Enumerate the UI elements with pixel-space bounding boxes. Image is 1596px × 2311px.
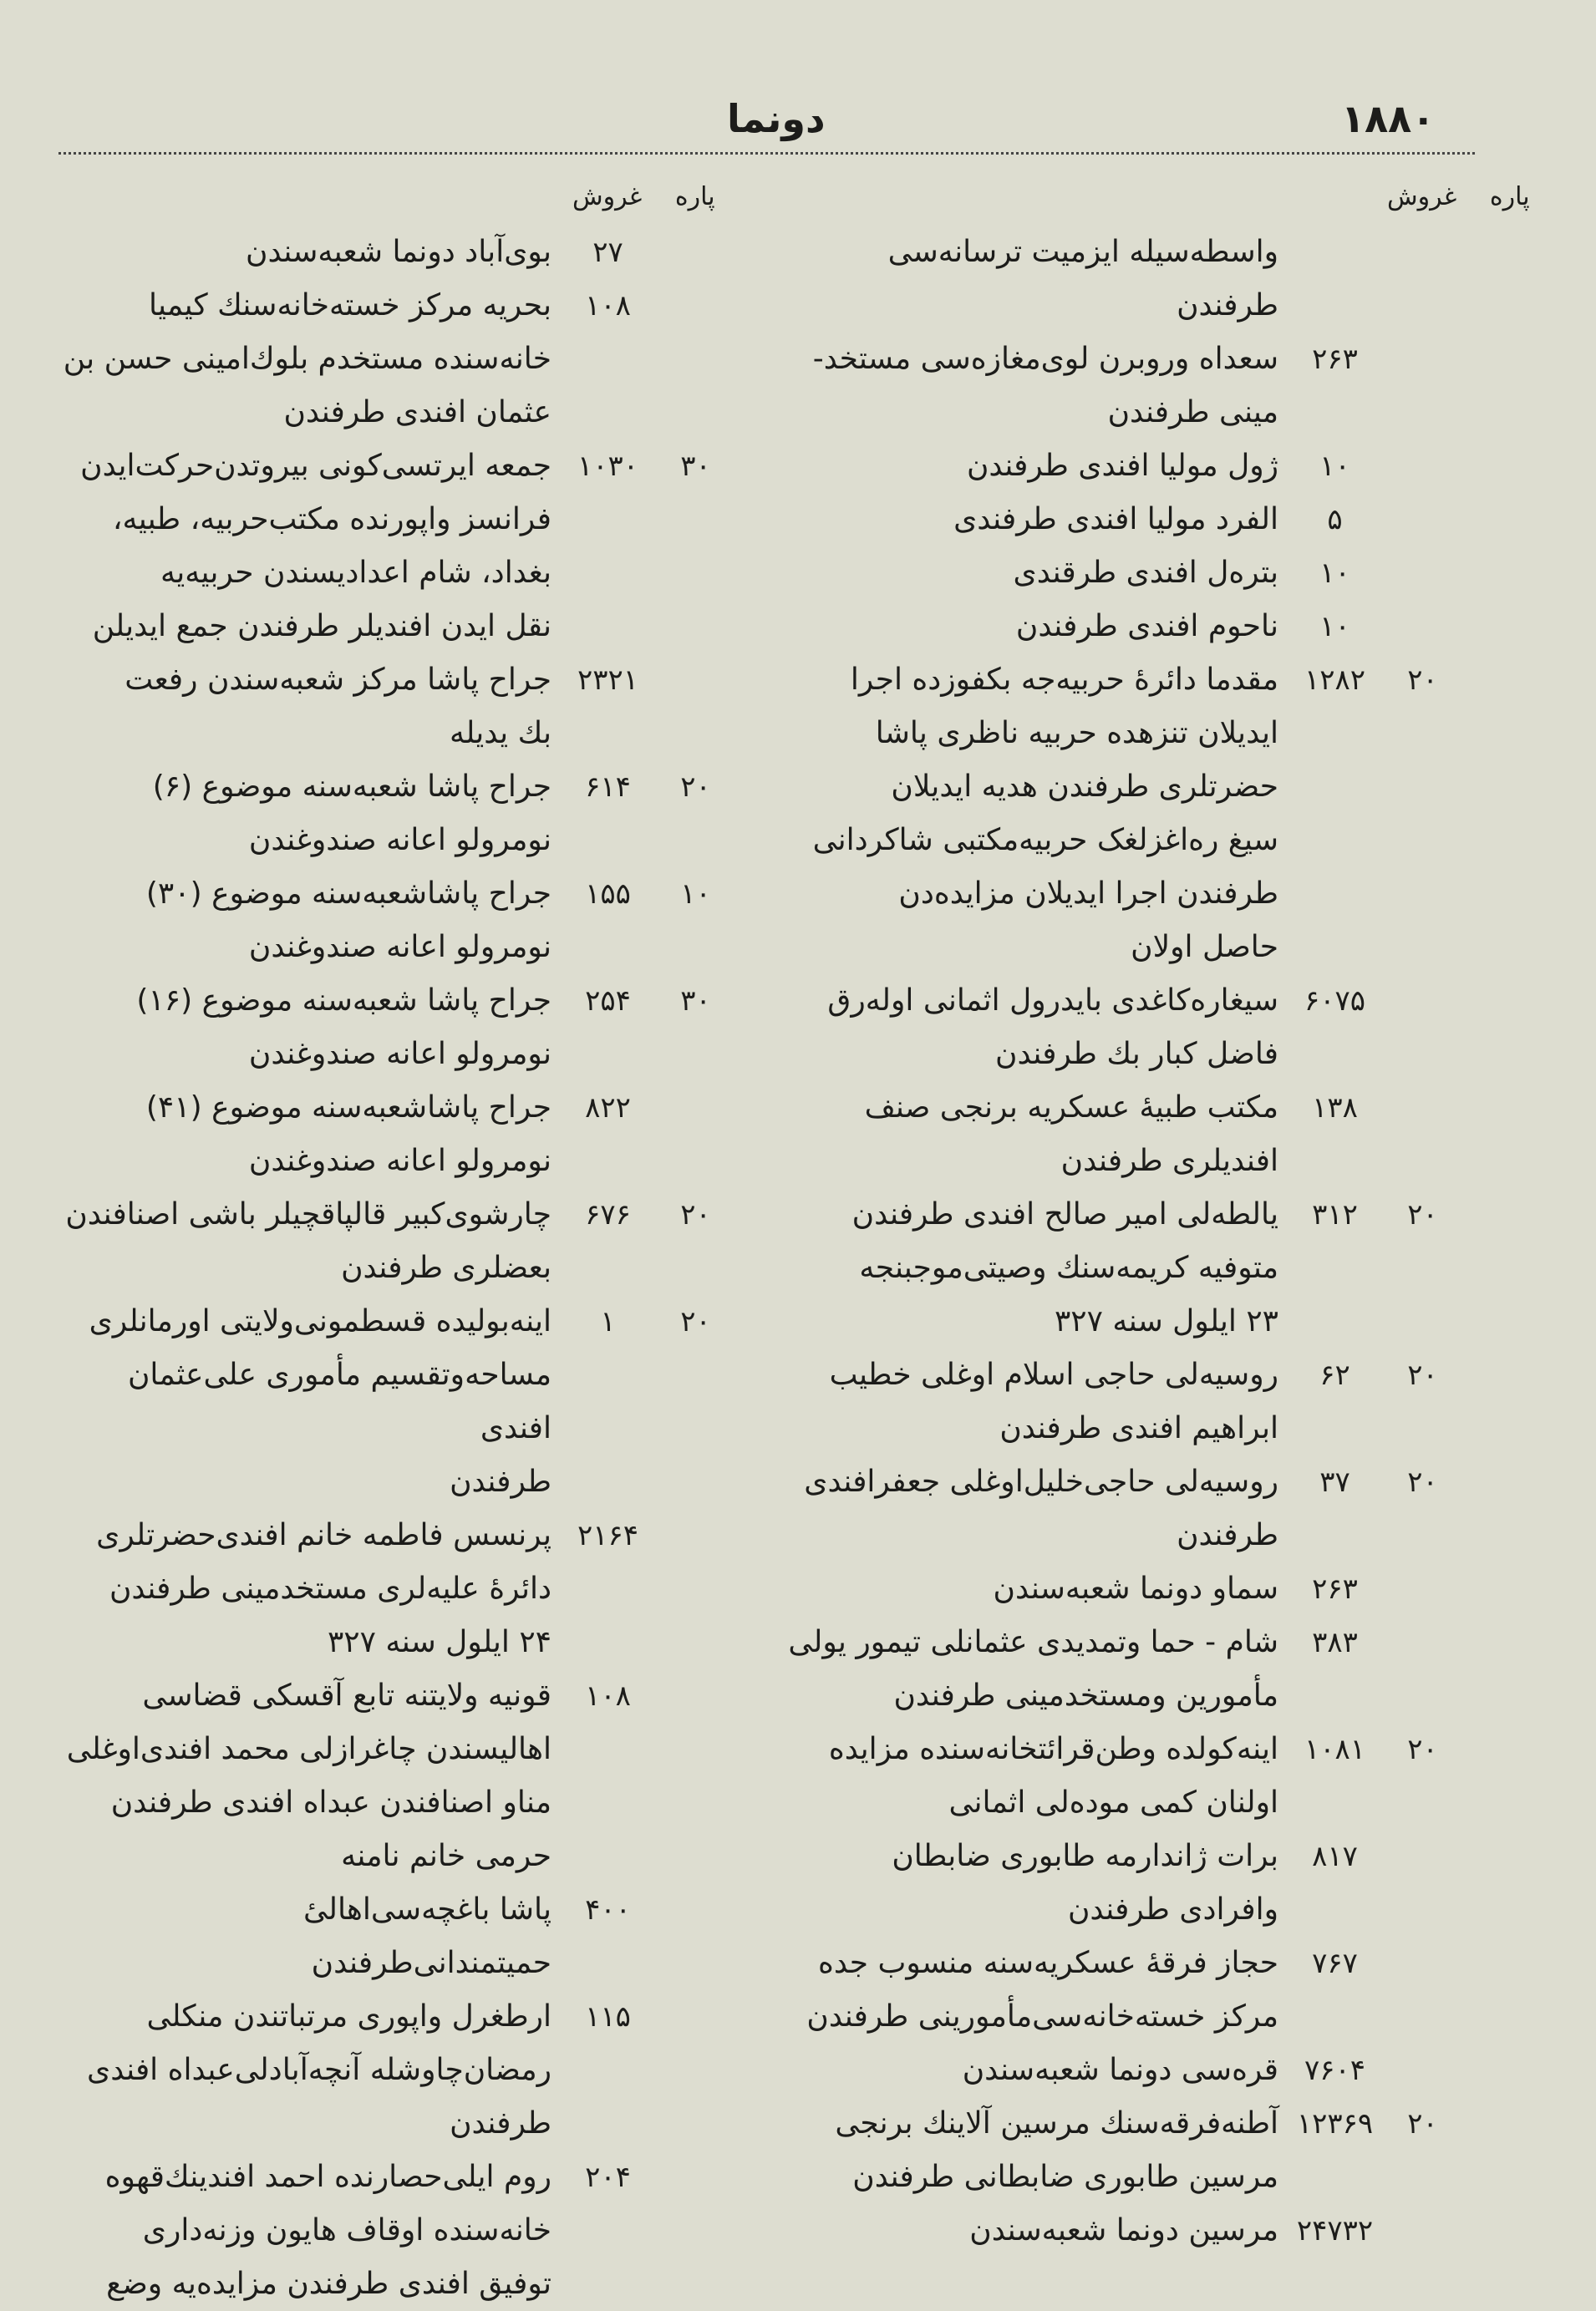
entry-amounts bbox=[551, 760, 727, 867]
entry-description: روسیه‌لی حاجی‌خلیل‌اوغلی جعفرافندی طرفندن bbox=[804, 1465, 1278, 1552]
entry-para: ۲۰ bbox=[680, 1198, 711, 1232]
entry-para: ۲۰ bbox=[1407, 1198, 1438, 1232]
entry-para bbox=[664, 1883, 727, 1990]
entry-amounts bbox=[1278, 653, 1454, 974]
entry-description: آطنه‌فرقه‌سنك مرسین آلاینك برنجی مرسین طابوری ضابطانی طرفندن bbox=[835, 2106, 1278, 2194]
entry-amounts bbox=[551, 1081, 727, 1188]
entry-amounts bbox=[1278, 493, 1454, 546]
entry-amounts bbox=[1278, 1562, 1454, 1616]
entry-amounts bbox=[551, 1295, 727, 1509]
ledger-entry bbox=[58, 439, 727, 653]
gurush-column-label: غروش bbox=[572, 182, 643, 211]
entry-amounts bbox=[1278, 226, 1454, 333]
ledger-entry bbox=[58, 1188, 727, 1295]
ledger-entry bbox=[58, 1081, 727, 1188]
entry-description: چارشوی‌کبیر قالپاقچیلر باشی اصنافندن بعضلری طرفندن bbox=[65, 1197, 551, 1285]
ledger-entry bbox=[777, 1616, 1454, 1723]
entry-gurush: ۳۱۲ bbox=[1312, 1198, 1358, 1232]
entry-description: ناحوم افندی طرفندن bbox=[1015, 609, 1278, 643]
entry-para bbox=[1391, 1830, 1454, 1937]
entry-description: الفرد مولیا افندی طرفندی bbox=[953, 502, 1278, 536]
entry-gurush: ۲۱۶۴ bbox=[577, 1519, 639, 1552]
entry-amounts bbox=[551, 653, 727, 760]
entry-amounts bbox=[1278, 974, 1454, 1081]
ledger-entry bbox=[777, 226, 1454, 333]
entry-para: ۲۰ bbox=[680, 1305, 711, 1338]
entry-gurush: ۱۰ bbox=[1319, 450, 1350, 483]
entry-description: بوی‌آباد دونما شعبه‌سندن bbox=[246, 235, 551, 269]
entry-description: جراح پاشا مرکز شعبه‌سندن رفعت بك یدیله bbox=[125, 663, 551, 750]
entry-gurush: ۲۰۴ bbox=[585, 2161, 631, 2194]
entry-gurush: ۱۰۸ bbox=[585, 289, 631, 323]
entry-description: برات ژاندارمه طابوری ضابطان وافرادی طرفندن bbox=[892, 1839, 1278, 1927]
entry-amounts bbox=[1278, 2044, 1454, 2097]
entry-description: جراح پاشا شعبه‌سنه موضوع (۱۶) نومرولو اعانه صندوغندن bbox=[136, 983, 551, 1071]
ledger-entry bbox=[58, 226, 727, 279]
entry-description: حجاز فرقهٔ عسکریه‌سنه منسوب جده مرکز خسته‌خانه‌سی‌مأمورینی طرفندن bbox=[806, 1946, 1278, 2034]
entry-amounts bbox=[551, 1509, 727, 1669]
entry-gurush: ۱۳۸ bbox=[1312, 1091, 1358, 1125]
entry-para bbox=[1391, 546, 1454, 600]
para-column-label: پاره bbox=[674, 182, 715, 211]
ledger-entry bbox=[58, 760, 727, 867]
ledger-entry bbox=[58, 1295, 727, 1509]
entry-para bbox=[1391, 226, 1454, 333]
right-column bbox=[777, 226, 1454, 2258]
entry-para bbox=[1391, 1616, 1454, 1723]
entry-description: سماو دونما شعبه‌سندن bbox=[993, 1572, 1278, 1606]
entry-gurush: ۷۶۰۴ bbox=[1304, 2054, 1366, 2087]
ledger-entry bbox=[777, 1455, 1454, 1562]
entry-para bbox=[664, 1509, 727, 1669]
entry-para: ۲۰ bbox=[1407, 2107, 1438, 2141]
entry-gurush: ۲۶۳ bbox=[1312, 1572, 1358, 1606]
entry-para: ۲۰ bbox=[1407, 1465, 1438, 1499]
ledger-entry bbox=[777, 2204, 1454, 2258]
page-number: ۱۸۸۰ bbox=[1341, 96, 1436, 141]
entry-gurush: ۱۲۸۲ bbox=[1304, 663, 1366, 697]
entry-para bbox=[1391, 1081, 1454, 1188]
entry-para bbox=[664, 279, 727, 439]
page-header bbox=[0, 96, 1596, 155]
entry-amounts bbox=[551, 226, 727, 279]
entry-para: ۲۰ bbox=[1407, 1733, 1438, 1766]
entry-amounts bbox=[551, 439, 727, 653]
ledger-entry bbox=[777, 974, 1454, 1081]
entry-para bbox=[1391, 600, 1454, 653]
entry-gurush: ۱۰۸۱ bbox=[1304, 1733, 1366, 1766]
ledger-entry bbox=[777, 333, 1454, 439]
page-title: دونما bbox=[727, 96, 826, 141]
entry-amounts bbox=[551, 867, 727, 974]
entry-gurush: ۸۲۲ bbox=[585, 1091, 631, 1125]
entry-para: ۳۰ bbox=[680, 984, 711, 1018]
entry-amounts bbox=[551, 2151, 727, 2311]
ledger-entry bbox=[777, 1723, 1454, 1830]
entry-description: روسیه‌لی حاجی اسلام اوغلی خطیب ابراهیم افندی طرفندن bbox=[829, 1358, 1278, 1445]
entry-para bbox=[664, 1990, 727, 2151]
entry-gurush: ۱۰ bbox=[1319, 610, 1350, 643]
entry-description: جراح پاشاشعبه‌سنه موضوع (۴۱) نومرولو اعانه صندوغندن bbox=[145, 1090, 551, 1178]
ledger-entry bbox=[58, 279, 727, 439]
entry-description: اینه‌بولیده قسطمونی‌ولایتی اورمانلری مساحه‌وتقسیم مأموری علی‌عثمان افندی طرفندن bbox=[89, 1304, 551, 1499]
entry-para: ۲۰ bbox=[1407, 663, 1438, 697]
entry-gurush: ۳۷ bbox=[1319, 1465, 1350, 1499]
entry-description: یالطه‌لی امیر صالح افندی طرفندن متوفیه کریمه‌سنك وصیتی‌موجبنجه ۲۳ ایلول سنه ۳۲۷ bbox=[851, 1197, 1278, 1338]
entry-gurush: ۲۴۷۳۲ bbox=[1296, 2214, 1374, 2248]
entry-description: سیغاره‌کاغدی بایدرول اثمانی اوله‌رق فاضل کبار بك طرفندن bbox=[827, 983, 1278, 1071]
ledger-entry bbox=[777, 1349, 1454, 1455]
ledger-entry bbox=[58, 2151, 727, 2311]
entry-amounts bbox=[1278, 1723, 1454, 1830]
entry-description: واسطه‌سیله ایزمیت ترسانه‌سی طرفندن bbox=[887, 235, 1278, 323]
ledger-entry bbox=[58, 1669, 727, 1883]
ledger-entry bbox=[58, 867, 727, 974]
entry-para bbox=[1391, 1937, 1454, 2044]
entry-para bbox=[1391, 974, 1454, 1081]
entry-para bbox=[1391, 333, 1454, 439]
entry-amounts bbox=[551, 974, 727, 1081]
entry-gurush: ۶۱۴ bbox=[585, 770, 631, 804]
entry-para: ۱۰ bbox=[680, 877, 711, 911]
header-divider bbox=[58, 152, 1475, 155]
entry-gurush: ۲۶۳ bbox=[1312, 343, 1358, 376]
ledger-entry bbox=[777, 1081, 1454, 1188]
entry-gurush: ۶۰۷۵ bbox=[1304, 984, 1366, 1018]
entry-para bbox=[664, 1081, 727, 1188]
left-column bbox=[58, 226, 727, 2311]
entry-description: ارطغرل واپوری مرتباتندن منکلی رمضان‌چاوشله آنچه‌آبادلی‌عبداه افندی طرفندن bbox=[87, 1999, 551, 2141]
entry-description: ژول مولیا افندی طرفندن bbox=[966, 449, 1278, 483]
entry-gurush: ۱۰ bbox=[1319, 556, 1350, 590]
ledger-entry bbox=[777, 2097, 1454, 2204]
entry-gurush: ۱۰۳۰ bbox=[577, 450, 639, 483]
ledger-entry bbox=[777, 2044, 1454, 2097]
entry-amounts bbox=[1278, 1616, 1454, 1723]
ledger-entry bbox=[58, 1509, 727, 1669]
entry-description: پرنسس فاطمه خانم افندی‌حضرتلری دائرهٔ علیه‌لری مستخدمینی طرفندن ۲۴ ایلول سنه ۳۲۷ bbox=[96, 1518, 551, 1659]
entry-amounts bbox=[1278, 1455, 1454, 1562]
entry-description: قره‌سی دونما شعبه‌سندن bbox=[962, 2053, 1278, 2087]
ledger-entry bbox=[777, 653, 1454, 974]
ledger-entry bbox=[58, 653, 727, 760]
entry-description: جراح پاشاشعبه‌سنه موضوع (۳۰) نومرولو اعانه صندوغندن bbox=[145, 876, 551, 964]
entry-gurush: ۴۰۰ bbox=[585, 1893, 631, 1927]
entry-para bbox=[1391, 2204, 1454, 2258]
entry-gurush: ۱۰۸ bbox=[585, 1679, 631, 1713]
entry-para bbox=[664, 2151, 727, 2311]
entry-description: بحریه مرکز خسته‌خانه‌سنك کیمیا خانه‌سنده مستخدم بلوك‌امینی حسن بن عثمان افندی طرفندن bbox=[63, 288, 551, 429]
entry-amounts bbox=[1278, 1188, 1454, 1349]
entry-amounts bbox=[1278, 1081, 1454, 1188]
entry-description: جمعه ایرتسی‌کونی بیروتدن‌حرکت‌ایدن فرانسز واپورنده مکتب‌حربیه، طبیه، بغداد، شام اعدادیسندن حربیه‌یه نقل ایدن افندیلر طرفندن جمع ایدیلن bbox=[80, 449, 551, 643]
right-column-header bbox=[1387, 182, 1530, 211]
entry-gurush: ۳۸۳ bbox=[1312, 1626, 1358, 1659]
ledger-entry bbox=[58, 974, 727, 1081]
entry-gurush: ۱۵۵ bbox=[585, 877, 631, 911]
entry-gurush: ۱۲۳۶۹ bbox=[1296, 2107, 1374, 2141]
entry-amounts bbox=[1278, 600, 1454, 653]
ledger-entry bbox=[58, 1883, 727, 1990]
entry-para: ۳۰ bbox=[680, 450, 711, 483]
entry-description: اینه‌کولده وطن‌قرائتخانه‌سنده مزایده اولنان کمی موده‌لی اثمانی bbox=[828, 1732, 1278, 1820]
entry-amounts bbox=[551, 1883, 727, 1990]
entry-amounts bbox=[551, 1188, 727, 1295]
ledger-entry bbox=[777, 493, 1454, 546]
entry-description: پاشا باغچه‌سی‌اهالیٔ حمیتمندانی‌طرفندن bbox=[302, 1892, 551, 1980]
entry-gurush: ۲۵۴ bbox=[585, 984, 631, 1018]
left-column-header bbox=[572, 182, 715, 211]
entry-gurush: ۸۱۷ bbox=[1312, 1840, 1358, 1873]
ledger-entry bbox=[777, 546, 1454, 600]
entry-amounts bbox=[551, 279, 727, 439]
ledger-entry bbox=[777, 1937, 1454, 2044]
entry-gurush: ۶۲ bbox=[1319, 1359, 1350, 1392]
entry-amounts bbox=[1278, 1349, 1454, 1455]
entry-description: سعداه وروبرن لوی‌مغازه‌سی مستخد- مینی طرفندن bbox=[812, 342, 1278, 429]
entry-amounts bbox=[551, 1990, 727, 2151]
entry-para: ۲۰ bbox=[680, 770, 711, 804]
entry-description: مکتب طبیهٔ عسکریه برنجی صنف افندیلری طرفندن bbox=[864, 1090, 1278, 1178]
entry-para bbox=[664, 1669, 727, 1883]
entry-amounts bbox=[1278, 333, 1454, 439]
entry-gurush: ۱۱۵ bbox=[585, 2000, 631, 2034]
ledger-entry bbox=[777, 1830, 1454, 1937]
entry-amounts bbox=[1278, 1937, 1454, 2044]
entry-para: ۲۰ bbox=[1407, 1359, 1438, 1392]
entry-gurush: ۵ bbox=[1327, 503, 1343, 536]
entry-description: شام - حما وتمدیدی عثمانلی تیمور یولی مأمورین ومستخدمینی طرفندن bbox=[788, 1625, 1278, 1713]
entry-para bbox=[1391, 439, 1454, 493]
entry-amounts bbox=[1278, 439, 1454, 493]
entry-para bbox=[1391, 2044, 1454, 2097]
entry-para bbox=[1391, 1562, 1454, 1616]
entry-amounts bbox=[1278, 2097, 1454, 2204]
entry-description: جراح پاشا شعبه‌سنه موضوع (۶) نومرولو اعانه صندوغندن bbox=[152, 769, 551, 857]
entry-amounts bbox=[1278, 1830, 1454, 1937]
entry-description: قونیه ولایتنه تابع آقسکی قضاسی اهالیسندن چاغرازلی محمد افندی‌اوغلی مناو اصنافندن عبداه افندی طرفندن حرمی خانم نامنه bbox=[66, 1679, 551, 1873]
entry-amounts bbox=[551, 1669, 727, 1883]
entry-gurush: ۲۷ bbox=[592, 236, 623, 269]
entry-description: مقدما دائرهٔ حربیه‌جه بکفوزده اجرا ایدیلان تنزهده حربیه ناظری پاشا حضرتلری طرفندن هدیه ایدیلان سیغ ره‌اغزلغک حربیه‌مکتبی شاکردانی طرفندن اجرا ایدیلان مزایده‌دن حاصل اولان bbox=[812, 663, 1278, 964]
para-column-label: پاره bbox=[1489, 182, 1530, 211]
entry-description: بتره‌ل افندی طرقندی bbox=[1013, 556, 1278, 590]
ledger-entry bbox=[777, 1188, 1454, 1349]
entry-gurush bbox=[1278, 226, 1391, 333]
ledger-entry bbox=[777, 600, 1454, 653]
entry-gurush: ۶۷۶ bbox=[585, 1198, 631, 1232]
entry-gurush: ۷۶۷ bbox=[1312, 1947, 1358, 1980]
entry-para bbox=[664, 653, 727, 760]
ledger-entry bbox=[58, 1990, 727, 2151]
entry-gurush: ۱ bbox=[600, 1305, 616, 1338]
entry-amounts bbox=[1278, 546, 1454, 600]
entry-para bbox=[1391, 493, 1454, 546]
entry-description: مرسین دونما شعبه‌سندن bbox=[969, 2213, 1278, 2248]
gurush-column-label: غروش bbox=[1387, 182, 1457, 211]
entry-para bbox=[664, 226, 727, 279]
ledger-entry bbox=[777, 1562, 1454, 1616]
ledger-entry bbox=[777, 439, 1454, 493]
entry-gurush: ۲۳۲۱ bbox=[577, 663, 639, 697]
entry-description: روم ایلی‌حصارنده احمد افندینك‌قهوه‌ خانه‌سنده اوقاف هایون وزنه‌داری توفیق افندی طرفندن مزایده‌یه وضع bbox=[104, 2160, 551, 2301]
entry-amounts bbox=[1278, 2204, 1454, 2258]
